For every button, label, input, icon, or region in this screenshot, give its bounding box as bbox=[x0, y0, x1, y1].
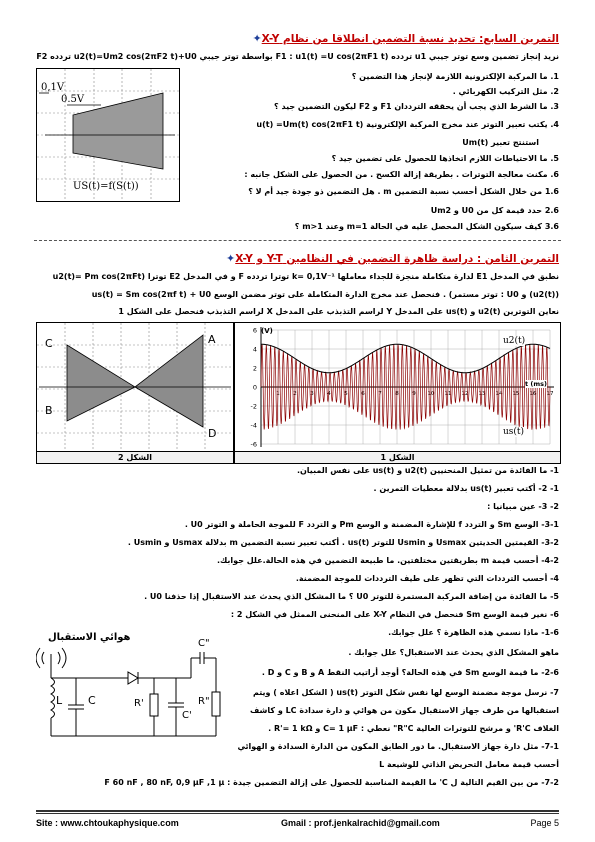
circuit-diagram bbox=[36, 632, 226, 750]
list-item: 6- نغير قيمة الوسع Sm فنحصل في النظام X-Y على المنحنى الممثل في الشكل 2 : bbox=[230, 610, 559, 619]
x-tick-label: 15 bbox=[512, 391, 520, 397]
list-item: 1-6- ماذا نسمي هذه الظاهرة ؟ علل جوابك. bbox=[388, 628, 559, 637]
exercise-8-title: التمرين الثامن : دراسة ظاهرة التضمين في النظامين Y-T و X-Y✦ bbox=[226, 252, 559, 265]
list-item: استنتج تعبير Um(t) bbox=[462, 138, 539, 147]
y-tick-label: 2 bbox=[252, 364, 257, 373]
receiver-circuit bbox=[36, 632, 226, 750]
list-item: الغلاف R'C' و مرشح للتوترات العالية R"C" نعطي : C= 1 µF و R'= 1 kΩ . bbox=[268, 724, 559, 733]
point-label-c: C bbox=[45, 337, 53, 350]
list-item: أحسب قيمة معامل التحريض الذاتي للوشيعة L bbox=[379, 760, 559, 769]
x-tick-label: 14 bbox=[495, 391, 503, 397]
list-item: 7-2- من بين القيم التالية ل C' ما القيمة المناسبة للحصول على إزالة التضمين جيدة : F 60 nF , 80 nF, 0,9 µF ,1 µ bbox=[104, 778, 559, 787]
label-l: L bbox=[56, 694, 63, 707]
x-tick-label: 13 bbox=[478, 391, 486, 397]
list-item: 1- ما الفائدة من تمثيل المنحنيين u2(t) و us(t) على نفس المبيان. bbox=[296, 466, 559, 475]
series-label-u2: u2(t) bbox=[503, 336, 526, 346]
star-bullet-icon: ✦ bbox=[226, 252, 236, 265]
footer-page-number: Page 5 bbox=[530, 818, 559, 828]
x-tick-label: 8 bbox=[395, 391, 399, 397]
point-label-b: B bbox=[45, 404, 53, 417]
x-tick-label: 5 bbox=[344, 391, 348, 397]
x-tick-label: 9 bbox=[412, 391, 416, 397]
list-item: 2. مثل التركيب الكهربائي . bbox=[452, 87, 559, 96]
y-tick-label: -6 bbox=[250, 440, 257, 449]
y-tick-label: 0 bbox=[252, 383, 257, 392]
label-c2: C" bbox=[198, 638, 210, 649]
list-item: 2- 3- عين مبيانيا : bbox=[487, 502, 559, 511]
list-item: 4. يكتب تعبير التوتر عند مخرج المركبة الإلكترونية u(t) =Um(t) cos(2πF1 t) bbox=[256, 120, 559, 129]
list-item: 1- 2- أكتب تعبير us(t) بدلالة معطيات التمرين . bbox=[373, 484, 559, 493]
list-item: 1. ما المركبة الإلكترونية اللازمة لإنجاز هذا التضمين ؟ bbox=[351, 72, 559, 81]
list-item: 6. مكنت معالجة التوترات . بطريقة إزالة الكسح . من الحصول على الشكل جانبه : bbox=[244, 170, 559, 179]
list-item: ماهو المشكل الذي يحدث عند الاستقبال؟ علل جوابك . bbox=[348, 648, 559, 657]
figure-2-caption: الشكل 2 bbox=[36, 451, 234, 464]
list-item: 7-1- مثل دارة جهاز الاستقبال. ما دور الطابق المكون من الدارة السدادة و الهوائي bbox=[237, 742, 559, 751]
x-tick-label: 4 bbox=[327, 391, 331, 397]
x-tick-label: 3 bbox=[310, 391, 314, 397]
figure-1-yt bbox=[234, 322, 561, 452]
point-label-d: D bbox=[208, 427, 217, 440]
x-tick-label: 16 bbox=[529, 391, 537, 397]
list-item: 4-2- أحسب قيمة m بطريقتين مختلفتين. ما طبيعة التضمين في هذه الحالة.علل جوابك. bbox=[216, 556, 559, 565]
x-tick-label: 17 bbox=[546, 391, 554, 397]
x-tick-label: 11 bbox=[444, 391, 452, 397]
ex8-intro-line: نعاين التوترين u2(t) و us(t) على المدخل Y لراسم التذبذب على المدخل X لراسم التذبذب فنحصل على الشكل 1 bbox=[118, 307, 559, 316]
y-tick-label: -4 bbox=[250, 421, 257, 430]
list-item: 3. ما الشرط الذي يجب أن يحققه الترددان F1 و F2 ليكون التضمين جيد ؟ bbox=[274, 102, 559, 111]
point-label-a: A bbox=[208, 333, 216, 346]
y-tick-label: 6 bbox=[252, 326, 257, 335]
x-tick-label: 12 bbox=[461, 391, 469, 397]
label-r2: R" bbox=[198, 696, 210, 707]
label-c: C bbox=[88, 694, 96, 707]
list-item: 5- ما الفائدة من إضافة المركبة المستمرة للتوتر U0 ؟ ما المشكل الذي يحدث عند الاستقبال إذا حذفنا U0 . bbox=[144, 592, 559, 601]
footer-gmail: Gmail : prof.jenkalrachid@gmail.com bbox=[281, 818, 440, 828]
list-item: 5. ما الاحتياطات اللازم اتخاذها للحصول على تضمين جيد ؟ bbox=[331, 154, 559, 163]
y-axis-label: (V) bbox=[261, 327, 273, 335]
xy-trapezoid-plot bbox=[37, 323, 233, 451]
list-item: 3.6 كيف سيكون الشكل المحصل عليه في الحالة m=1 وعند m>1 ؟ bbox=[294, 222, 559, 231]
list-item: 7- نرسل موجة مضمنة الوسع لها نفس شكل التوتر us(t) ( الشكل اعلاه ) ويتم bbox=[252, 688, 559, 697]
list-item: 2.6 حدد قيمة كل من U0 و Um2 bbox=[430, 206, 559, 215]
footer-site: Site : www.chtoukaphysique.com bbox=[36, 818, 179, 828]
list-item: 4- أحسب الترددات التي تظهر على طيف الترددات للموجة المضمنة. bbox=[295, 574, 559, 583]
y-tick-label: 4 bbox=[252, 345, 257, 354]
x-tick-label: 7 bbox=[378, 391, 382, 397]
ex8-intro-line: نطبق في المدخل E1 لدارة متكاملة منجزة للجداء معاملها k= 0,1V⁻¹ توترا تردده F و في المدخل E2 توترا u2(t)= Pm cos(2πFt) bbox=[52, 272, 559, 281]
x-tick-label: 10 bbox=[427, 391, 435, 397]
oscilloscope-xy-screen bbox=[36, 68, 180, 202]
ex8-intro-line: (u2(t)) و U0 : توتر مستمر) . فنحصل عند مخرج الدارة المتكاملة على توتر مضمن الوسع us(t) = Sm cos(2πf t) + U0 bbox=[91, 290, 559, 299]
scale-label-horizontal: 0.5V bbox=[61, 94, 85, 105]
section-divider bbox=[34, 240, 561, 241]
antenna-label: هوائي الاستقبال bbox=[48, 632, 131, 643]
y-tick-label: -2 bbox=[250, 402, 257, 411]
figure-2-xy bbox=[36, 322, 234, 452]
ex7-intro: نريد إنجاز تضمين وسع توتر جيبي u1 تردده F1 : u1(t) =U cos(2πF1 t) بواسطة توتر جيبي u2(t)=Um2 cos(2πF2 t)+U0 تردده F2 bbox=[36, 52, 559, 61]
x-axis-label: t (ms) bbox=[525, 380, 547, 388]
x-tick-label: 6 bbox=[361, 391, 365, 397]
exercise-7-title: التمرين السابع: تحديد نسبة التضمين انطلاقا من نظام X-Y✦ bbox=[252, 32, 559, 45]
list-item: 3-2- القيمتين الحديتين Usmax و Usmin للتوتر us(t) . أكتب تعبير نسبة التضمين m بدلالة Usmax و Usmin . bbox=[127, 538, 559, 547]
list-item: 3-1- الوسع Sm و التردد f للإشارة المضمنة و الوسع Pm و التردد F للموجة الحاملة و التوتر U0 . bbox=[184, 520, 559, 529]
x-tick-label: 2 bbox=[293, 391, 297, 397]
label-c1: C' bbox=[182, 710, 192, 721]
figure-1-caption: الشكل 1 bbox=[234, 451, 561, 464]
list-item: 2-6- ما قيمة الوسع Sm في هذه الحالة؟ أوجد أراتيب النقط A و B و C و D . bbox=[261, 668, 559, 677]
label-r1: R' bbox=[134, 698, 144, 709]
page-footer bbox=[36, 818, 559, 832]
series-label-us: us(t) bbox=[503, 427, 525, 437]
x-tick-label: 1 bbox=[276, 391, 280, 397]
star-bullet-icon: ✦ bbox=[252, 32, 262, 45]
oscilloscope-formula: US(t)=f(S(t)) bbox=[73, 181, 139, 192]
scale-label-vertical: 0,1V bbox=[41, 82, 65, 93]
list-item: استقبالها من طرف جهاز الاستقبال مكون من هوائي و دارة سدادة LC و كاشف bbox=[249, 706, 559, 715]
list-item: 1.6 من خلال الشكل أحسب نسبة التضمين m . هل التضمين ذو جودة جيد أم لا ؟ bbox=[248, 187, 559, 196]
